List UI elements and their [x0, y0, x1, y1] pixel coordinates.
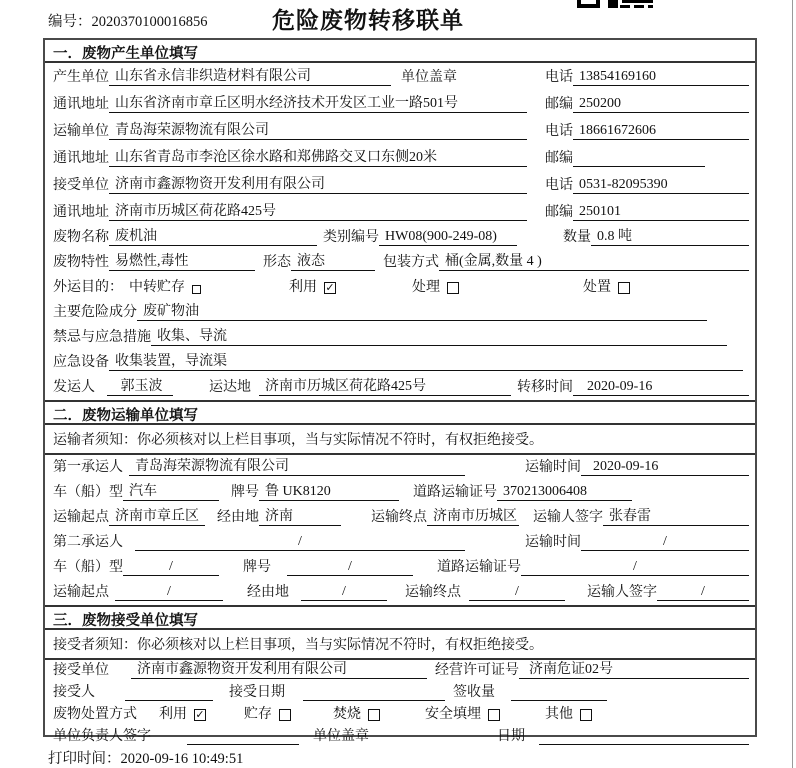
- qr-code-remnant: [577, 0, 655, 9]
- zip2-field: [573, 150, 705, 167]
- row-disposal: [45, 704, 755, 726]
- hazard-field: 废矿物油: [137, 300, 707, 321]
- row-hazard: [45, 300, 755, 325]
- sender-field: 郭玉波: [107, 375, 173, 396]
- row-sender: [45, 375, 755, 400]
- zip3-field: 250101: [573, 204, 749, 221]
- pack-label: 包装方式: [383, 255, 439, 270]
- serial-value: 2020370100016856: [91, 14, 208, 30]
- section2-header: 二．废物运输单位填写: [45, 400, 755, 425]
- end1-field: 济南市历城区: [427, 505, 519, 526]
- road1-label: 道路运输证号: [413, 485, 497, 500]
- row-vehicle1: [45, 480, 755, 505]
- addr3-label: 通讯地址: [53, 205, 109, 220]
- equip-field: 收集装置，导流渠: [109, 350, 743, 371]
- amount-label: 签收量: [453, 685, 495, 700]
- hazard-label: 主要危险成分: [53, 305, 137, 320]
- purpose-option-dispose-label: 处置: [583, 280, 611, 295]
- form-label: 形态: [263, 255, 291, 270]
- manager-label: 单位负责人签字: [53, 729, 151, 744]
- accept-person-field: [125, 684, 213, 701]
- disposal-store-label: 贮存: [244, 707, 272, 722]
- via1-label: 经由地: [217, 510, 259, 525]
- manager-field: [187, 728, 299, 745]
- seal-label: 单位盖章: [401, 70, 457, 85]
- carrier1-field: 青岛海荣源物流有限公司: [129, 455, 465, 476]
- row-carrier2: [45, 530, 755, 555]
- row-producer: [45, 63, 755, 90]
- serial-label: 编号：: [48, 14, 92, 30]
- section3-header: 三．废物接受单位填写: [45, 605, 755, 630]
- start2-label: 运输起点: [53, 585, 109, 600]
- qty-label: 数量: [563, 230, 591, 245]
- receiver-label: 接受单位: [53, 178, 109, 193]
- purpose-use-checkbox: ✓: [325, 281, 335, 294]
- qty-field: 0.8 吨: [591, 225, 749, 246]
- road1-field: 370213006408: [497, 484, 632, 501]
- purpose-treat-checkbox: [447, 282, 459, 294]
- disposal-landfill-label: 安全填埋: [425, 707, 481, 722]
- vehicle2-label: 车（船）型: [53, 560, 123, 575]
- license-field: 济南危证02号: [519, 658, 749, 679]
- purpose-option-treat-label: 处理: [412, 280, 440, 295]
- plate1-field: 鲁 UK8120: [259, 480, 399, 501]
- disposal-use-checkbox: ✓: [195, 708, 205, 721]
- disposal-store-checkbox: [279, 709, 291, 721]
- phone3-label: 电话: [545, 178, 573, 193]
- waste-name-label: 废物名称: [53, 230, 109, 245]
- producer-field: 山东省永信非织造材料有限公司: [109, 65, 391, 86]
- purpose-label: 外运目的：: [53, 280, 123, 295]
- start1-label: 运输起点: [53, 510, 109, 525]
- unit-seal-label: 单位盖章: [313, 729, 369, 744]
- print-time-label: 打印时间：: [48, 751, 121, 767]
- row-transporter-address: [45, 144, 755, 171]
- pack-field: 桶(金属,数量 4 ): [439, 250, 749, 271]
- category-field: HW08(900-249-08): [379, 229, 517, 246]
- disposal-burn-label: 焚烧: [333, 707, 361, 722]
- receiver-field: 济南市鑫源物资开发利用有限公司: [109, 173, 527, 194]
- carrier2-label: 第二承运人: [53, 535, 123, 550]
- license-label: 经营许可证号: [435, 663, 519, 678]
- page-title: 危险废物转移联单: [272, 7, 464, 33]
- disposal-burn-checkbox: [368, 709, 380, 721]
- disposal-landfill-checkbox: [488, 709, 500, 721]
- transporter-field: 青岛海荣源物流有限公司: [109, 119, 527, 140]
- phone3-field: 0531-82095390: [573, 177, 749, 194]
- accept-date-label: 接受日期: [229, 685, 285, 700]
- row-manager-sign: [45, 726, 755, 748]
- start1-field: 济南市章丘区: [109, 505, 205, 526]
- purpose-option-use-label: 利用: [289, 280, 317, 295]
- taboo-label: 禁忌与应急措施: [53, 330, 151, 345]
- addr3-field: 济南市历城区荷花路425号: [109, 200, 527, 221]
- equip-label: 应急设备: [53, 355, 109, 370]
- via2-field: /: [301, 584, 387, 601]
- vehicle1-label: 车（船）型: [53, 485, 123, 500]
- via2-label: 经由地: [247, 585, 289, 600]
- row-producer-address: [45, 90, 755, 117]
- producer-label: 产生单位: [53, 70, 109, 85]
- transfer-time-label: 转移时间: [517, 380, 573, 395]
- row-accept-person: [45, 682, 755, 704]
- row-waste-trait: [45, 250, 755, 275]
- addr1-label: 通讯地址: [53, 97, 109, 112]
- dest-label: 运达地: [209, 380, 251, 395]
- disposal-other-checkbox: [580, 709, 592, 721]
- via1-field: 济南: [259, 505, 341, 526]
- form-field: 液态: [291, 250, 375, 271]
- time2-label: 运输时间: [525, 535, 581, 550]
- manifest-form: [43, 38, 757, 744]
- date2-field: [539, 728, 749, 745]
- row-waste-name: [45, 225, 755, 250]
- date2-label: 日期: [497, 729, 525, 744]
- plate2-field: /: [287, 559, 413, 576]
- unit-field: 济南市鑫源物资开发利用有限公司: [131, 658, 427, 679]
- row-receiver-address: [45, 198, 755, 225]
- print-time-value: 2020-09-16 10:49:51: [120, 751, 244, 767]
- row-equipment: [45, 350, 755, 375]
- row-carrier1: [45, 455, 755, 480]
- addr2-field: 山东省青岛市李沧区徐水路和郑佛路交叉口东侧20米: [109, 146, 527, 167]
- row-route2: [45, 580, 755, 605]
- road2-field: /: [521, 559, 749, 576]
- purpose-option-storage-label: 中转贮存: [129, 280, 185, 295]
- zip3-label: 邮编: [545, 205, 573, 220]
- row-transporter: [45, 117, 755, 144]
- section3-notice: 接受者须知：你必须核对以上栏目事项，当与实际情况不符时，有权拒绝接受。: [45, 630, 755, 660]
- amount-field: [511, 684, 607, 701]
- end2-field: /: [469, 584, 565, 601]
- trait-label: 废物特性: [53, 255, 109, 270]
- time1-label: 运输时间: [525, 460, 581, 475]
- dest-field: 济南市历城区荷花路425号: [259, 375, 511, 396]
- taboo-field: 收集、导流: [151, 325, 727, 346]
- phone1-field: 13854169160: [573, 69, 749, 86]
- transporter-label: 运输单位: [53, 124, 109, 139]
- transfer-time-field: 2020-09-16: [573, 379, 749, 396]
- start2-field: /: [115, 584, 223, 601]
- row-purpose: [45, 275, 755, 300]
- vehicle1-field: 汽车: [123, 480, 219, 501]
- end1-label: 运输终点: [371, 510, 427, 525]
- qr-finder-pattern: [577, 0, 600, 8]
- plate1-label: 牌号: [231, 485, 259, 500]
- sign1-field: 张春雷: [603, 505, 749, 526]
- waste-name-field: 废机油: [109, 225, 317, 246]
- purpose-storage-checkbox: [192, 285, 201, 294]
- addr2-label: 通讯地址: [53, 151, 109, 166]
- category-label: 类别编号: [323, 230, 379, 245]
- page-edge-line: [792, 0, 793, 768]
- section2-notice: 运输者须知：你必须核对以上栏目事项，当与实际情况不符时，有权拒绝接受。: [45, 425, 755, 455]
- row-accept-unit: [45, 660, 755, 682]
- road2-label: 道路运输证号: [437, 560, 521, 575]
- accept-date-field: [303, 684, 445, 701]
- disposal-label: 废物处置方式: [53, 707, 137, 722]
- print-time: [48, 747, 243, 768]
- end2-label: 运输终点: [405, 585, 461, 600]
- sender-label: 发运人: [53, 380, 95, 395]
- time2-field: /: [581, 534, 749, 551]
- sign2-field: /: [657, 584, 749, 601]
- carrier2-field: /: [135, 534, 465, 551]
- carrier1-label: 第一承运人: [53, 460, 123, 475]
- row-vehicle2: [45, 555, 755, 580]
- plate2-label: 牌号: [243, 560, 271, 575]
- sign1-label: 运输人签字: [533, 510, 603, 525]
- phone1-label: 电话: [545, 70, 573, 85]
- zip1-label: 邮编: [545, 97, 573, 112]
- zip2-label: 邮编: [545, 151, 573, 166]
- row-taboo: [45, 325, 755, 350]
- section1-header: 一．废物产生单位填写: [45, 40, 755, 63]
- row-receiver: [45, 171, 755, 198]
- trait-field: 易燃性,毒性: [109, 250, 255, 271]
- accept-person-label: 接受人: [53, 685, 95, 700]
- vehicle2-field: /: [123, 559, 219, 576]
- unit-label: 接受单位: [53, 663, 109, 678]
- disposal-use-label: 利用: [159, 707, 187, 722]
- phone2-label: 电话: [545, 124, 573, 139]
- phone2-field: 18661672606: [573, 123, 749, 140]
- row-route1: [45, 505, 755, 530]
- addr1-field: 山东省济南市章丘区明水经济技术开发区工业一路501号: [109, 92, 527, 113]
- sign2-label: 运输人签字: [587, 585, 657, 600]
- time1-field: 2020-09-16: [581, 459, 749, 476]
- purpose-dispose-checkbox: [618, 282, 630, 294]
- disposal-other-label: 其他: [545, 707, 573, 722]
- zip1-field: 250200: [573, 96, 749, 113]
